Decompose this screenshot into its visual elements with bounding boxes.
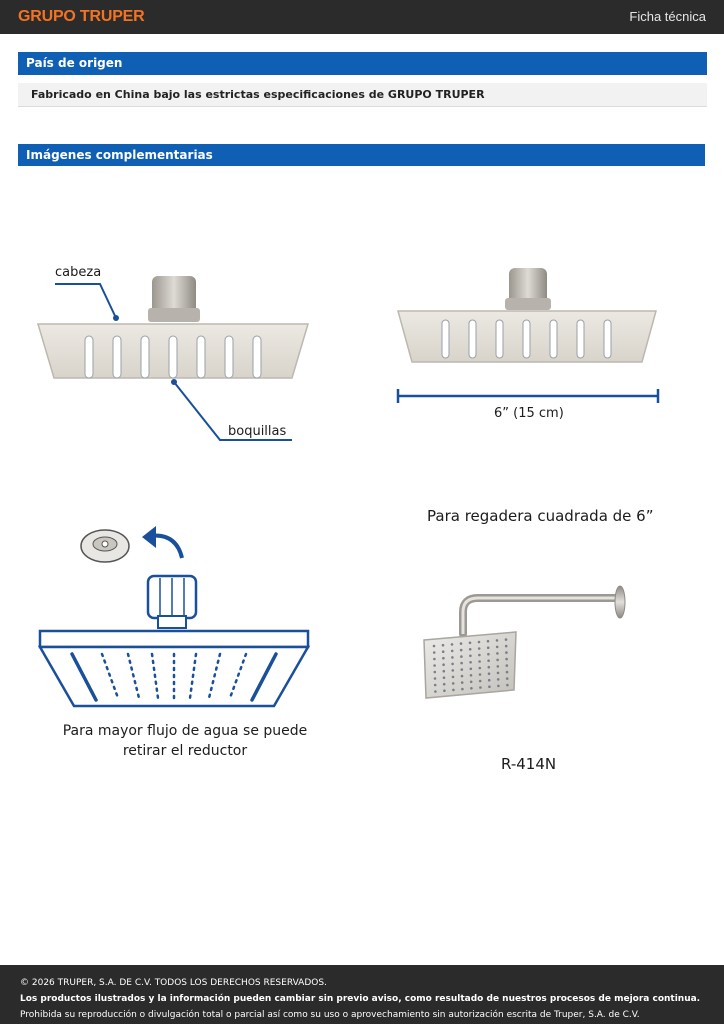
reducer-removal-figure <box>36 520 336 710</box>
top-bar <box>0 0 724 34</box>
wall-flange <box>615 586 625 618</box>
model-number: R-414N <box>501 755 557 773</box>
footer-copyright: © 2026 TRUPER, S.A. DE C.V. TODOS LOS DERECHOS RESERVADOS. <box>20 978 327 988</box>
shower-arm-figure <box>418 584 638 704</box>
reducer-part <box>81 530 129 562</box>
label-nozzles: boquillas <box>228 424 287 439</box>
images-section-title: Imágenes complementarias <box>18 144 705 166</box>
compatibility-caption: Para regadera cuadrada de 6” <box>427 507 654 525</box>
shower-plate-outline <box>40 631 308 706</box>
dimension-label: 6” (15 cm) <box>494 406 564 421</box>
origin-text: Fabricado en China bajo las estrictas especificaciones de GRUPO TRUPER <box>18 83 707 107</box>
footer-prohibition: Prohibida su reproducción o divulgación total o parcial así como su uso o aprovechamiento sin autorización escrita de Truper, S.A. de C.V. <box>20 1010 640 1020</box>
brand-logo: GRUPO TRUPER <box>18 8 145 25</box>
connector-outline <box>148 576 196 628</box>
shower-head-labelled-figure <box>30 268 330 448</box>
footer <box>0 965 724 1024</box>
shower-arm <box>463 598 618 634</box>
label-head: cabeza <box>55 265 102 280</box>
origin-section-title: País de origen <box>18 52 707 75</box>
reducer-caption: Para mayor flujo de agua se puede retirar el reductor <box>62 723 308 759</box>
document-type: Ficha técnica <box>629 9 706 24</box>
footer-notice: Los productos ilustrados y la información pueden cambiar sin previo aviso, como resultado de nuestros procesos de mejora continua. <box>20 994 701 1004</box>
shower-head-dimension-figure <box>390 264 670 404</box>
